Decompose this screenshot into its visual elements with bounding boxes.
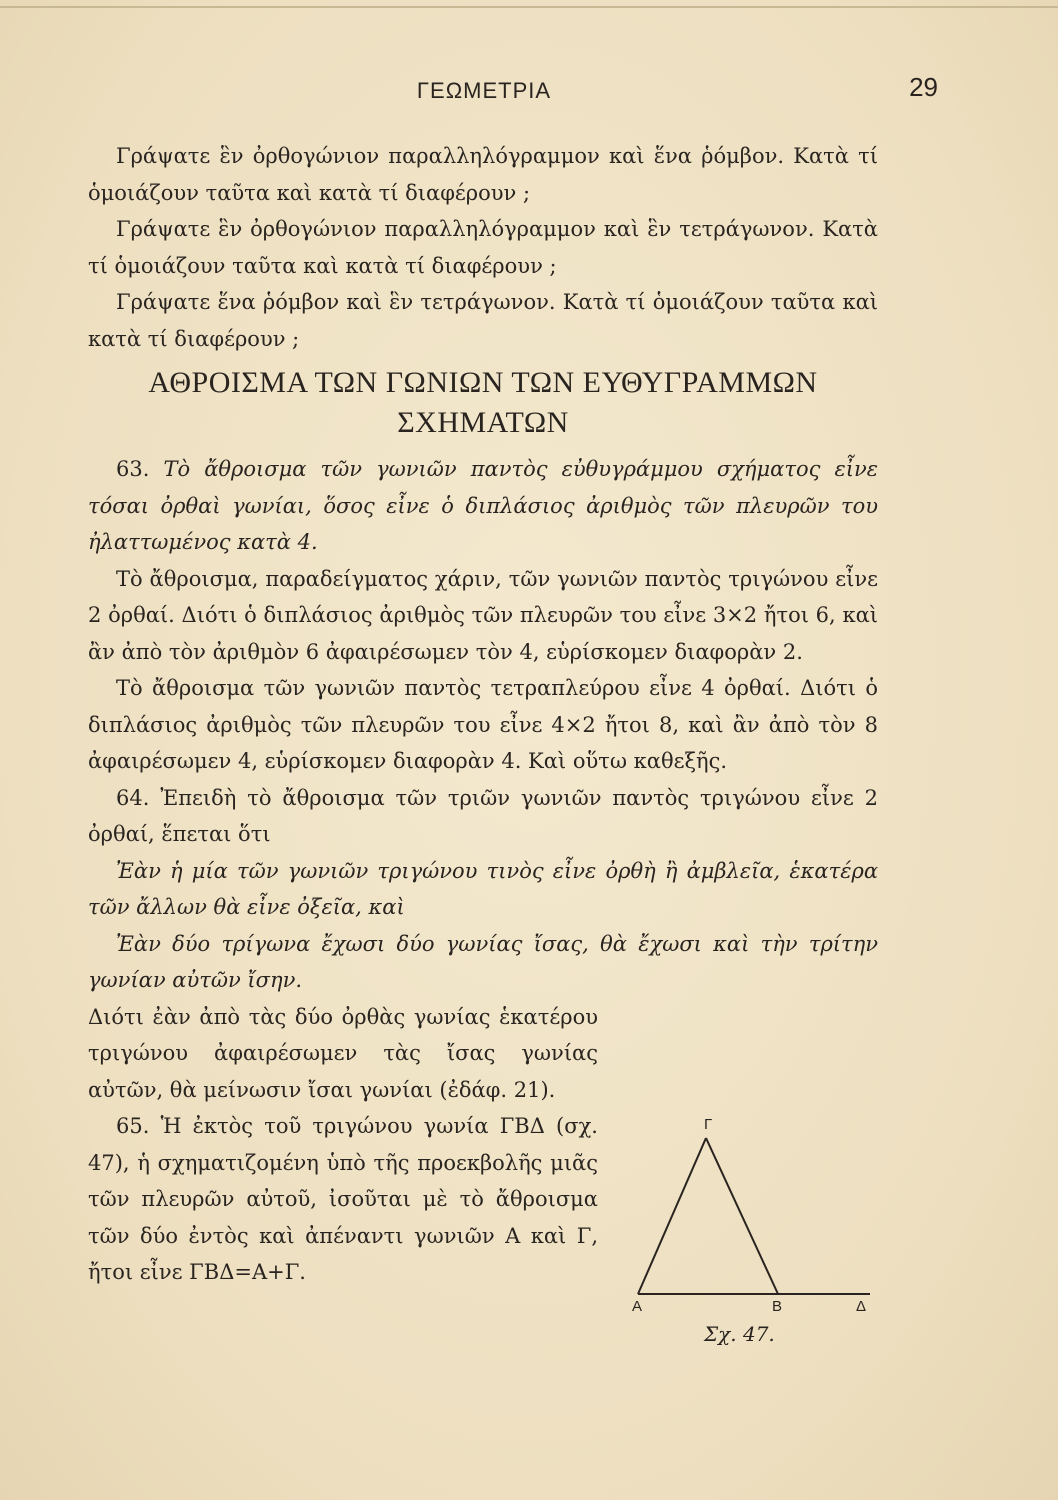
paragraph-64 (88, 780, 878, 853)
corollary-2-proof: Διότι ἐὰν ἀπὸ τὰς δύο ὀρθὰς γωνίας ἑκατέρου τριγώνου ἀφαιρέσωμεν τὰς ἴσας γωνίας αὐτῶν, θὰ μείνωσιν ἴσαι γωνίαι (ἐδάφ. 21). (88, 1004, 598, 1102)
page-number: 29 (909, 72, 938, 102)
paragraph-number-65: 65. (116, 1114, 150, 1138)
side-ag (638, 1138, 706, 1294)
exercise-1: Γράψατε ἓν ὀρθογώνιον παραλληλόγραμμον καὶ ἕνα ῥόμβον. Κατὰ τί ὁμοιάζουν ταῦτα καὶ κατὰ τί διαφέρουν ; (88, 144, 878, 205)
page-header (90, 72, 938, 112)
corollary-1: Ἐὰν ἡ μία τῶν γωνιῶν τριγώνου τινὸς εἶνε ὀρθὴ ἢ ἀμβλεῖα, ἑκατέρα τῶν ἄλλων θὰ εἶνε ὀξεῖα, καὶ (88, 858, 878, 919)
label-b: Β (772, 1298, 783, 1315)
label-a: Α (632, 1298, 643, 1315)
paragraph-number-64: 64. (116, 785, 150, 810)
running-title: ΓΕΩΜΕΤΡΙΑ (416, 78, 552, 103)
paragraph-63-example-triangle: Τὸ ἄθροισμα, παραδείγματος χάριν, τῶν γωνιῶν παντὸς τριγώνου εἶνε 2 ὀρθαί. Διότι ὁ διπλάσιος ἀριθμὸς τῶν πλευρῶν του εἶνε 3×2 ἤτοι 6, καὶ ἂν ἀπὸ τὸν ἀριθμὸν 6 ἀφαιρέσωμεν τὸν 4, εὑρίσκομεν διαφορὰν 2. (88, 566, 878, 664)
paragraph-65-text: Ἡ ἐκτὸς τοῦ τριγώνου γωνία ΓΒΔ (σχ. 47), ἡ σχηματιζομένη ὑπὸ τῆς προεκβολῆς μιᾶς τῶν πλευρῶν αὐτοῦ, ἰσοῦται μὲ τὸ ἄθροισμα τῶν δύο ἐντὸς καὶ ἀπέναντι γωνιῶν Α καὶ Γ, ἤτοι εἶνε ΓΒΔ=Α+Γ. (88, 1114, 598, 1284)
exercise-3: Γράψατε ἕνα ῥόμβον καὶ ἓν τετράγωνον. Κατὰ τί ὁμοιάζουν ταῦτα καὶ κατὰ τί διαφέρουν ; (88, 290, 878, 351)
paragraph-number-63: 63. (116, 457, 150, 481)
corollary-2 (88, 926, 878, 999)
label-d: Δ (856, 1298, 867, 1315)
section-heading-line-2: ΣΧΗΜΑΤΩΝ (397, 406, 569, 439)
page-edge-line (0, 6, 1058, 8)
side-gb (706, 1138, 778, 1294)
page-body (88, 138, 878, 1291)
theorem-63: Τὸ ἄθροισμα τῶν γωνιῶν παντὸς εὐθυγράμμου σχήματος εἶνε τόσαι ὀρθαὶ γωνίαι, ὅσος εἶνε ὁ διπλάσιος ἀριθμὸς τῶν πλευρῶν του ἠλαττωμένος κατὰ 4. (88, 457, 878, 554)
paragraph-63-example-quadrilateral: Τὸ ἄθροισμα τῶν γωνιῶν παντὸς τετραπλεύρου εἶνε 4 ὀρθαί. Διότι ὁ διπλάσιος ἀριθμὸς τῶν πλευρῶν του εἶνε 4×2 ἤτοι 8, καὶ ἂν ἀπὸ τὸν 8 ἀφαιρέσωμεν 4, εὑρίσκομεν διαφορὰν 4. Καὶ οὕτω καθεξῆς. (88, 676, 878, 773)
figure-47 (628, 1116, 888, 1362)
section-heading-line-1: ΑΘΡΟΙΣΜΑ ΤΩΝ ΓΩΝΙΩΝ ΤΩΝ ΕΥΘΥΓΡΑΜΜΩΝ (148, 366, 818, 399)
paragraph-63 (88, 451, 878, 561)
paragraph-65 (88, 1108, 598, 1291)
paragraph-64-text: Ἐπειδὴ τὸ ἄθροισμα τῶν τριῶν γωνιῶν παντὸς τριγώνου εἶνε 2 ὀρθαί, ἕπεται ὅτι (88, 785, 878, 846)
exercise-2: Γράψατε ἓν ὀρθογώνιον παραλληλόγραμμον καὶ ἓν τετράγωνον. Κατὰ τί ὁμοιάζουν ταῦτα καὶ κατὰ τί διαφέρουν ; (88, 217, 878, 278)
section-heading (88, 363, 878, 443)
corollary-2-text: Ἐὰν δύο τρίγωνα ἔχωσι δύο γωνίας ἴσας, θὰ ἔχωσι καὶ τὴν τρίτην γωνίαν αὐτῶν ἴσην. (88, 931, 878, 992)
label-g: Γ (704, 1116, 713, 1133)
figure-caption: Σχ. 47. (704, 1322, 775, 1346)
